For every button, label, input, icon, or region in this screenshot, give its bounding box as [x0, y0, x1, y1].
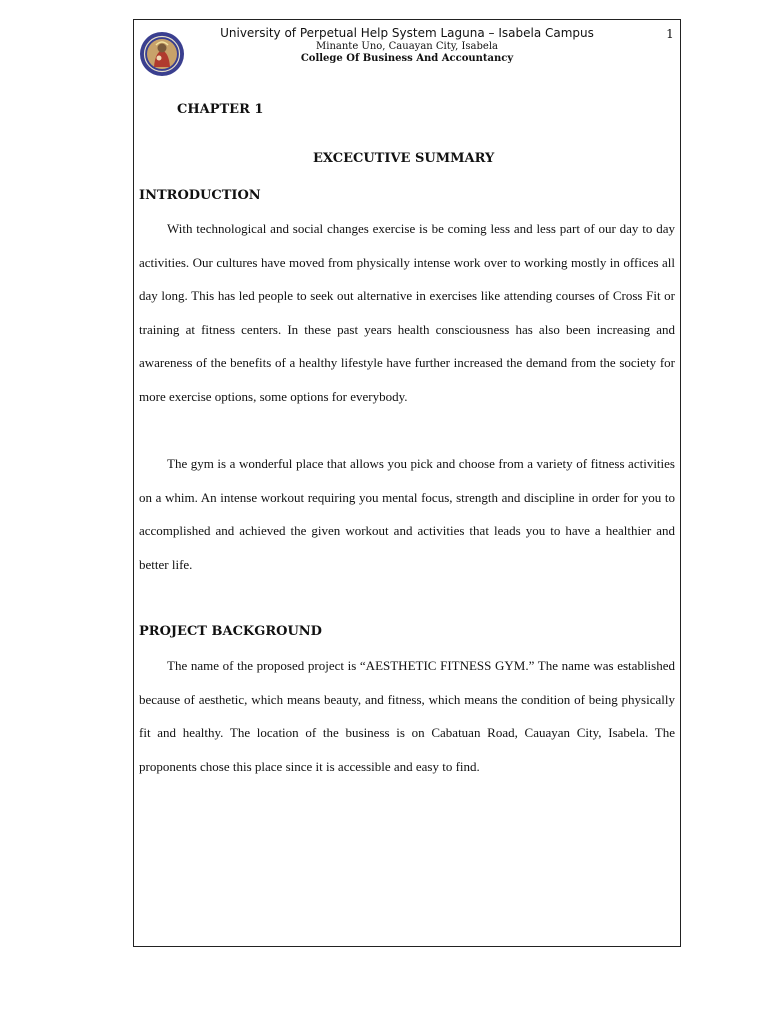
- project-background-paragraph: The name of the proposed project is “AESTHETIC FITNESS GYM.” The name was established because of aesthetic, which means beauty, and fitness, which means the condition of being physically fit and healthy. The location of the business is on Cabatuan Road, Cauayan City, Isabela. The proponents chose this place since it is accessible and easy to find.: [139, 658, 675, 774]
- college-name: College Of Business And Accountancy: [300, 53, 514, 64]
- university-seal-logo: [139, 31, 185, 77]
- introduction-heading: INTRODUCTION: [139, 188, 261, 203]
- campus-address: Minante Uno, Cauayan City, Isabela: [316, 41, 498, 52]
- page-number: 1: [666, 27, 674, 41]
- intro-paragraph-1: With technological and social changes exercise is be coming less and less part of our day to day activities. Our cultures have moved from physically intense work over to working mostly in offices all day long. This has led people to seek out alternative in exercises like attending courses of Cross Fit or training at fitness centers. In these past years health consciousness has also been increasing and awareness of the benefits of a healthy lifestyle have further increased the demand from the society for more exercise options, some options for everybody.: [139, 221, 675, 404]
- summary-heading: EXCECUTIVE SUMMARY: [313, 151, 495, 166]
- university-name: University of Perpetual Help System Laguna – Isabela Campus: [220, 26, 594, 40]
- project-background-heading: PROJECT BACKGROUND: [139, 624, 322, 639]
- chapter-title: CHAPTER 1: [177, 102, 264, 117]
- intro-paragraph-2: The gym is a wonderful place that allows you pick and choose from a variety of fitness activities on a whim. An intense workout requiring you mental focus, strength and discipline in order for you to accomplished and achieved the given workout and activities that leads you to have a healthier and better life.: [139, 456, 675, 572]
